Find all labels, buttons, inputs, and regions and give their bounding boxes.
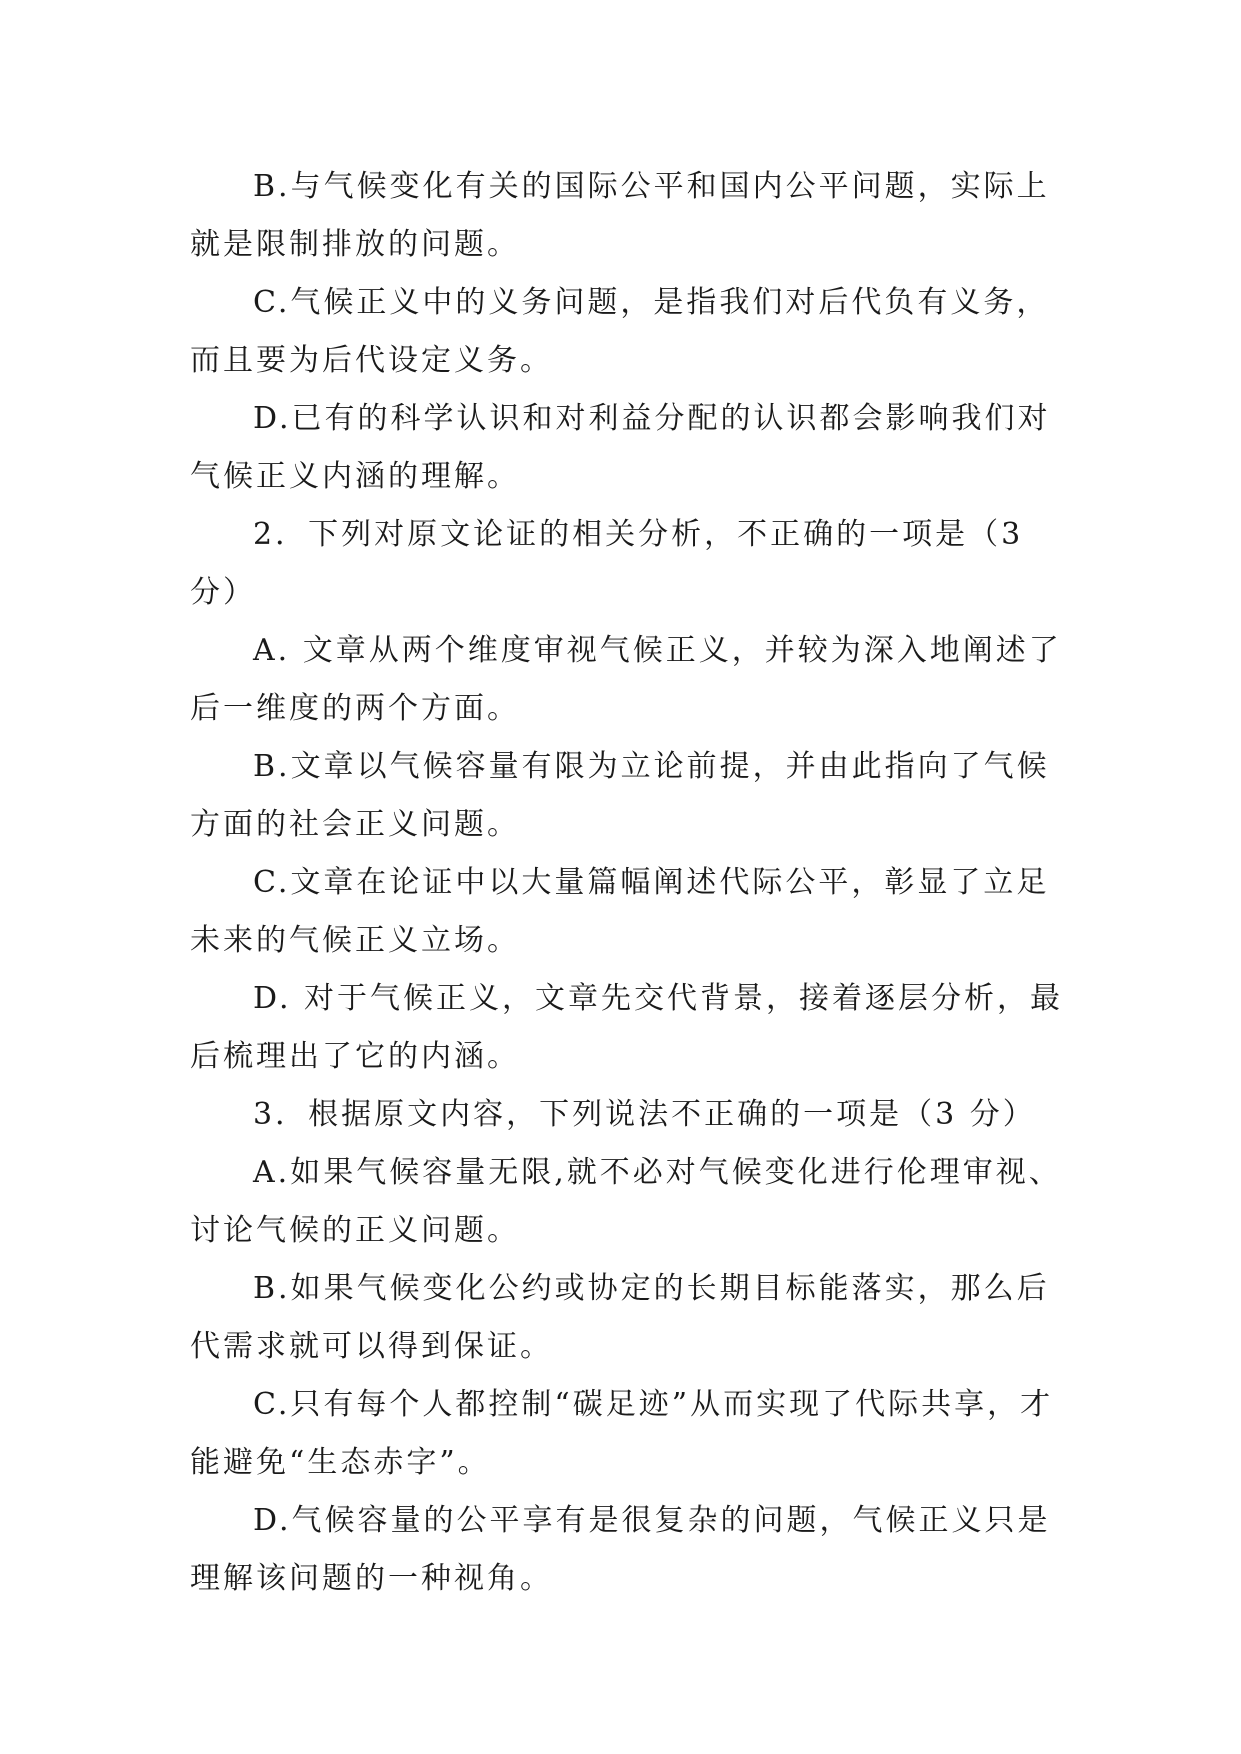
option-2d: D. 对于气候正义，文章先交代背景，接着逐层分析，最后梳理出了它的内涵。 [190,981,1064,1074]
option-3d: D.气候容量的公平享有是很复杂的问题，气候正义只是理解该问题的一种视角。 [190,1503,1051,1596]
option-3b: B.如果气候变化公约或协定的长期目标能落实，那么后代需求就可以得到保证。 [190,1271,1050,1364]
option-2c: C.文章在论证中以大量篇幅阐述代际公平，彰显了立足未来的气候正义立场。 [190,865,1050,958]
option-3a: A.如果气候容量无限,就不必对气候变化进行伦理审视、讨论气候的正义问题。 [190,1155,1062,1248]
option-1c: C.气候正义中的义务问题，是指我们对后代负有义务，而且要为后代设定义务。 [190,285,1050,378]
question-2: 2．下列对原文论证的相关分析，不正确的一项是（3 分） [190,517,1024,610]
option-1b: B.与气候变化有关的国际公平和国内公平问题，实际上就是限制排放的问题。 [190,169,1050,262]
question-3: 3．根据原文内容，下列说法不正确的一项是（3 分） [253,1097,1036,1132]
option-1d: D.已有的科学认识和对利益分配的认识都会影响我们对气候正义内涵的理解。 [190,401,1051,494]
document-body [190,158,1070,1608]
option-2a: A. 文章从两个维度审视气候正义，并较为深入地阐述了后一维度的两个方面。 [190,633,1062,726]
option-2b: B.文章以气候容量有限为立论前提，并由此指向了气候方面的社会正义问题。 [190,749,1050,842]
option-3c: C.只有每个人都控制“碳足迹”从而实现了代际共享，才能避免“生态赤字”。 [190,1387,1054,1480]
